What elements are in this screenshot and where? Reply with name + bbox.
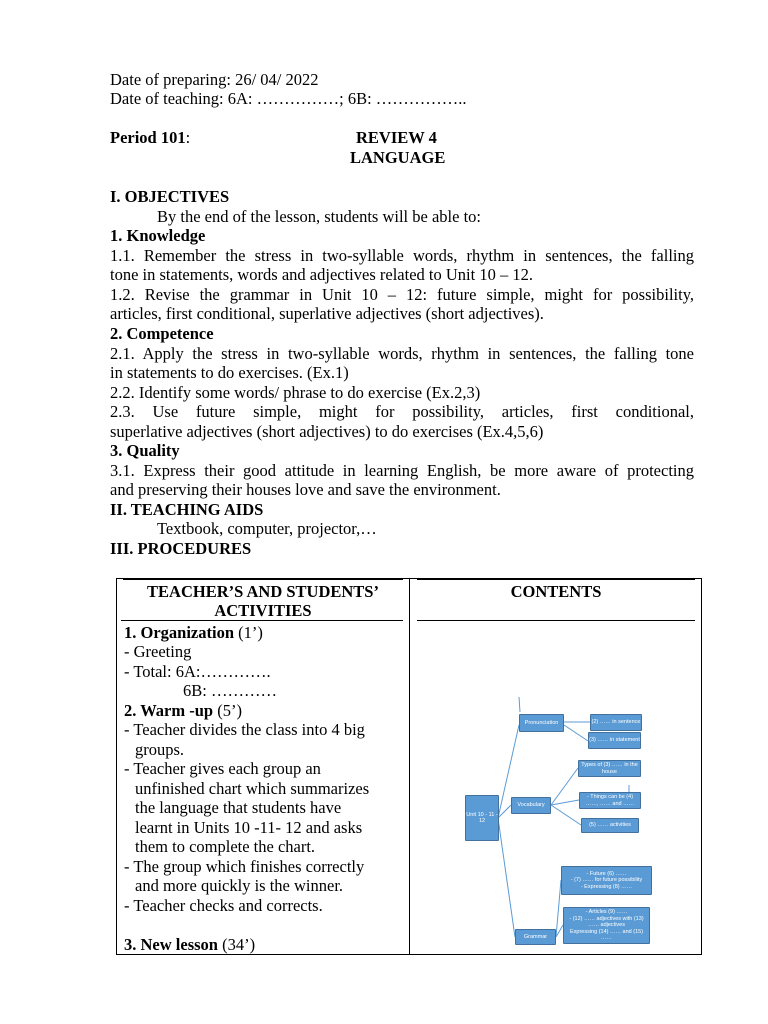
period-colon: : (185, 128, 191, 147)
procedures-table (116, 578, 702, 955)
knowledge-2-line-2: articles, first conditional, superlative adjectives (short adjectives). (110, 304, 544, 323)
activities-header-line-1: TEACHER’S AND STUDENTS’ (147, 582, 379, 601)
warmup-step-2-line-4: learnt in Units 10 -11- 12 and asks (135, 818, 363, 837)
mindmap-vocab-things-node: - Things can be (4) ……, …… and …… (579, 792, 641, 809)
warmup-step-4: - Teacher checks and corrects. (124, 896, 323, 915)
mindmap-grammar-articles-node: - Articles (9) …… - (12) …… adjectives with (13) …… adjectives Expressing (14) …… and (15) …… (563, 907, 650, 944)
header-bottom-rule-right (417, 620, 695, 621)
teaching-aids-heading: II. TEACHING AIDS (110, 500, 264, 519)
header-top-rule-right (417, 579, 695, 580)
objectives-intro: By the end of the lesson, students will be able to: (157, 207, 481, 226)
warmup-time: (5’) (213, 701, 242, 720)
knowledge-2-line-1: 1.2. Revise the grammar in Unit 10 – 12: future simple, might for possibility, (110, 285, 694, 304)
warmup-step-2-line-3: the language that students have (135, 798, 342, 817)
column-divider (409, 579, 410, 954)
date-of-preparing: Date of preparing: 26/ 04/ 2022 (110, 70, 319, 89)
mindmap-root-node: Unit 10 - 11 - 12 (465, 795, 499, 841)
objectives-heading: I. OBJECTIVES (110, 187, 230, 206)
header-top-rule-left (123, 579, 403, 580)
warmup-step-1-line-2: groups. (135, 740, 185, 759)
date-of-teaching: Date of teaching: 6A: ……………; 6B: …………….. (110, 89, 467, 108)
organization-label: 1. Organization (124, 623, 234, 642)
mindmap-vocabulary-node: Vocabulary (511, 797, 551, 814)
warmup-step-2-line-5: them to complete the chart. (135, 837, 316, 856)
warmup-step-2-line-2: unfinished chart which summarizes (135, 779, 370, 798)
contents-header: CONTENTS (510, 582, 602, 601)
mindmap-grammar-future-node: - Future (6) …… - (7) …… for future possibility - Expressing (8) …… (561, 866, 652, 895)
knowledge-heading: 1. Knowledge (110, 226, 206, 245)
quality-heading: 3. Quality (110, 441, 180, 460)
knowledge-1-line-2: tone in statements, words and adjectives related to Unit 10 – 12. (110, 265, 533, 284)
total-6b: 6B: ………… (183, 681, 277, 700)
lesson-title: REVIEW 4 (356, 128, 437, 147)
mindmap-pron-statement-node: (3) …… in statement (588, 732, 641, 749)
mindmap-vocab-activities-node: (5) …… activities (581, 818, 639, 833)
mindmap-grammar-node: Grammar (515, 929, 556, 945)
competence-1-line-2: in statements to do exercises. (Ex.1) (110, 363, 349, 382)
total-6a: - Total: 6A:…………. (124, 662, 271, 681)
mindmap-vocab-house-node: Types of (3) …… in the house (578, 760, 641, 777)
mindmap-pronunciation-node: Pronunciation (519, 714, 564, 732)
competence-3-line-2: superlative adjectives (short adjectives) to do exercises (Ex.4,5,6) (110, 422, 544, 441)
warmup-step-2-line-1: - Teacher gives each group an (124, 759, 321, 778)
new-lesson-label: 3. New lesson (124, 935, 218, 954)
period-number: Period 101 (110, 128, 186, 147)
warmup-step-1-line-1: - Teacher divides the class into 4 big (124, 720, 365, 739)
activities-header-line-2: ACTIVITIES (214, 601, 312, 620)
teaching-aids-text: Textbook, computer, projector,… (157, 519, 377, 538)
quality-1-line-1: 3.1. Express their good attitude in learning English, be more aware of protecting (110, 461, 694, 480)
period-label (110, 128, 190, 148)
competence-heading: 2. Competence (110, 324, 214, 343)
quality-1-line-2: and preserving their houses love and save the environment. (110, 480, 501, 499)
greeting: - Greeting (124, 642, 192, 661)
lesson-subtitle: LANGUAGE (350, 148, 446, 167)
new-lesson-heading (124, 935, 255, 955)
warmup-step-3-line-2: and more quickly is the winner. (135, 876, 344, 895)
knowledge-1-line-1: 1.1. Remember the stress in two-syllable words, rhythm in sentences, the falling (110, 246, 694, 265)
competence-2: 2.2. Identify some words/ phrase to do exercise (Ex.2,3) (110, 383, 481, 402)
organization-heading (124, 623, 263, 643)
organization-time: (1’) (234, 623, 263, 642)
new-lesson-time: (34’) (217, 935, 256, 954)
competence-3-line-1: 2.3. Use future simple, might for possibility, articles, first conditional, (110, 402, 694, 421)
procedures-heading: III. PROCEDURES (110, 539, 252, 558)
warmup-step-3-line-1: - The group which finishes correctly (124, 857, 365, 876)
warmup-heading (124, 701, 242, 721)
mindmap-pron-sentence-node: (2) …… in sentence (590, 714, 642, 731)
competence-1-line-1: 2.1. Apply the stress in two-syllable words, rhythm in sentences, the falling tone (110, 344, 694, 363)
warmup-label: 2. Warm -up (124, 701, 214, 720)
